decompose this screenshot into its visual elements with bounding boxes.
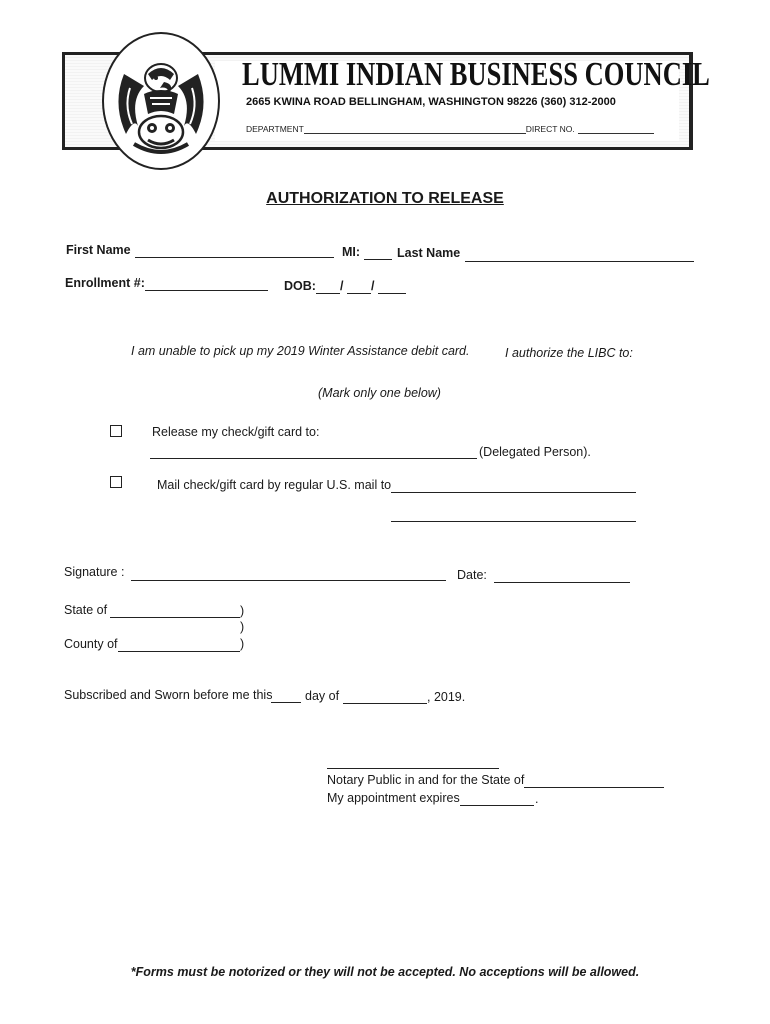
direct-no-label: DIRECT NO.	[525, 124, 575, 134]
last-name-label: Last Name	[397, 246, 461, 260]
signature-field[interactable]	[131, 580, 446, 581]
enrollment-field[interactable]	[145, 290, 268, 291]
day-field[interactable]	[271, 702, 301, 703]
department-field[interactable]	[304, 125, 526, 134]
org-address: 2665 KWINA ROAD BELLINGHAM, WASHINGTON 98226 (360) 312-2000	[246, 96, 616, 108]
state-label: State of	[64, 603, 108, 617]
appointment-period: .	[535, 792, 539, 806]
notary-state-field[interactable]	[524, 787, 664, 788]
mail-address-field-2[interactable]	[391, 521, 636, 522]
notary-state-label: Notary Public in and for the State of	[327, 773, 525, 787]
dob-separator: /	[340, 279, 344, 293]
dob-year-field[interactable]	[378, 293, 406, 294]
notary-signature-field[interactable]	[327, 768, 499, 769]
mail-option-label: Mail check/gift card by regular U.S. mail to	[157, 478, 392, 492]
appointment-expires-field[interactable]	[460, 805, 534, 806]
mail-address-field-1[interactable]	[391, 492, 636, 493]
org-name: LUMMI INDIAN BUSINESS COUNCIL	[242, 56, 710, 93]
delegated-person-label: (Delegated Person).	[479, 445, 591, 459]
county-label: County of	[64, 637, 118, 651]
mark-one-note: (Mark only one below)	[318, 386, 441, 400]
release-option-label: Release my check/gift card to:	[152, 425, 320, 439]
date-field[interactable]	[494, 582, 630, 583]
dob-label: DOB:	[284, 279, 316, 293]
mi-field[interactable]	[364, 259, 392, 260]
statement-text: I am unable to pick up my 2019 Winter Assistance debit card.	[131, 344, 470, 358]
paren: )	[240, 620, 245, 634]
form-title: AUTHORIZATION TO RELEASE	[266, 190, 504, 207]
county-field[interactable]	[118, 651, 240, 652]
last-name-field[interactable]	[465, 261, 694, 262]
first-name-field[interactable]	[135, 257, 334, 258]
paren: )	[240, 637, 245, 651]
year-text: , 2019.	[427, 690, 466, 704]
release-checkbox[interactable]	[110, 425, 122, 437]
paren: )	[240, 604, 245, 618]
eagle-seal-icon	[102, 32, 220, 170]
footer-note: *Forms must be notorized or they will not be accepted. No acceptions will be allowed.	[130, 965, 640, 979]
department-row	[246, 124, 654, 134]
dob-month-field[interactable]	[316, 293, 340, 294]
date-label: Date:	[457, 568, 487, 582]
dob-separator: /	[371, 279, 375, 293]
signature-label: Signature :	[64, 565, 125, 579]
enrollment-label: Enrollment #:	[65, 276, 145, 290]
first-name-label: First Name	[66, 243, 131, 257]
direct-no-field[interactable]	[578, 125, 654, 134]
month-field[interactable]	[343, 703, 427, 704]
state-field[interactable]	[110, 617, 240, 618]
authorize-text: I authorize the LIBC to:	[505, 346, 633, 360]
mail-checkbox[interactable]	[110, 476, 122, 488]
mi-label: MI:	[342, 245, 361, 259]
department-label: DEPARTMENT	[246, 124, 304, 134]
day-of-text: day of	[305, 689, 340, 703]
appointment-expires-label: My appointment expires	[327, 791, 460, 805]
dob-day-field[interactable]	[347, 293, 371, 294]
subscribed-text: Subscribed and Sworn before me this	[64, 688, 273, 702]
delegated-person-field[interactable]	[150, 458, 477, 459]
